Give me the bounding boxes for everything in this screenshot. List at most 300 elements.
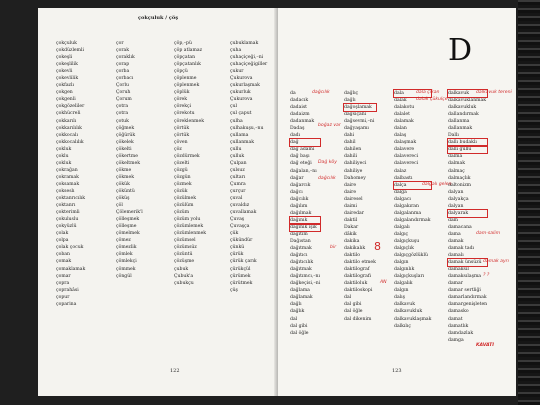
dictionary-entry: çöpçatanlık <box>174 62 201 68</box>
dictionary-entry: çömmek <box>116 266 136 272</box>
dictionary-entry: dal dikenim <box>344 316 372 322</box>
dictionary-entry: dalmaç <box>448 168 465 174</box>
dictionary-entry: dalgın <box>394 260 409 266</box>
dictionary-entry: dalkavuklaşmak <box>394 316 432 322</box>
dictionary-entry: damaksıl <box>448 267 469 273</box>
annotation-dagcilik: dağcılık <box>312 90 330 95</box>
dictionary-entry: çöğmek <box>116 125 135 131</box>
dictionary-entry: dahili <box>344 154 358 160</box>
section-letter: D <box>447 33 472 68</box>
dictionary-entry: dakikalık <box>344 246 366 252</box>
dictionary-entry: dalmak <box>448 161 466 167</box>
dictionary-entry: çökeltmek <box>116 160 141 166</box>
dictionary-entry: çözüm yolu <box>174 217 201 223</box>
dictionary-entry: çölleşme <box>116 224 137 230</box>
dictionary-entry: çürümek <box>230 273 251 279</box>
dictionary-entry: çotra <box>116 111 129 117</box>
dictionary-entry: dalgakıran <box>394 203 419 209</box>
dictionary-entry: damga <box>448 337 464 343</box>
dictionary-entry: çomak <box>56 259 72 265</box>
dictionary-entry: dalma <box>448 154 463 160</box>
dictionary-entry: Çulpan <box>230 160 247 166</box>
dictionary-entry: dağkeçisi,–ni <box>290 281 321 287</box>
dictionary-entry: çokçuluk <box>56 41 77 46</box>
dictionary-entry: dağyaşamı <box>344 126 369 132</box>
dictionary-entry: dalış <box>394 295 405 301</box>
dictionary-entry: çokdüzlemli <box>56 48 84 54</box>
dictionary-entry: damatlık <box>448 323 469 329</box>
dictionary-entry: çökme <box>116 167 132 173</box>
dictionary-entry: dalbastı <box>394 175 413 181</box>
dictionary-entry: daktilo etmek <box>344 260 376 266</box>
dictionary-entry: dağıtıcılık <box>290 260 314 266</box>
dictionary-entry: dalgıçlık <box>394 246 414 252</box>
dictionary-entry: dal <box>290 316 298 322</box>
dictionary-entry: çulluk <box>230 153 245 159</box>
dictionary-entry: çömezlik <box>116 245 137 251</box>
annotation-dam: dam-salim <box>476 231 501 236</box>
dictionary-entry: damat <box>448 316 463 322</box>
dictionary-entry: çözülmek <box>174 196 197 202</box>
dictionary-entry: Dağıstan <box>290 238 311 244</box>
dictionary-entry: dalan <box>394 126 407 132</box>
dictionary-entry: çoban <box>56 252 70 258</box>
dictionary-entry: dalkılıç <box>394 323 411 329</box>
dictionary-entry: dağar <box>290 175 304 181</box>
annotation-bir: bir <box>330 245 337 250</box>
dictionary-entry: çömlek <box>116 252 133 258</box>
dictionary-entry: daktil <box>344 217 358 223</box>
dictionary-entry: dağlıç <box>344 91 359 96</box>
dictionary-entry: dadı <box>290 133 301 139</box>
dictionary-entry: dalalet <box>394 112 410 118</box>
dictionary-entry: dairesel <box>344 196 363 202</box>
dictionary-entry: dalaşmak <box>394 140 417 146</box>
dictionary-entry: çokluk <box>56 146 72 152</box>
dictionary-entry: çultarı <box>230 174 246 180</box>
dictionary-entry: çubukçu <box>174 280 194 286</box>
dictionary-entry: damak ünsüzü <box>448 259 487 266</box>
dictionary-entry: çürütmek <box>230 280 253 286</box>
dictionary-entry: dalavereci <box>394 154 419 160</box>
dictionary-entry: dalgacı <box>394 196 411 202</box>
dictionary-entry: dağınık <box>290 217 320 224</box>
dictionary-entry: Çukurova <box>230 97 253 103</box>
dictionary-entry: çölleşmek <box>116 217 140 223</box>
dictionary-entry: çözmek <box>174 181 192 187</box>
dictionary-entry: çörtük <box>174 125 190 131</box>
dictionary-entry: dalgıç <box>394 231 409 237</box>
dictionary-entry: damdazlak <box>448 330 474 336</box>
annotation-dalgali: dalgalı gelen <box>422 182 452 187</box>
dictionary-entry: çöreklenmek <box>174 118 205 124</box>
dictionary-entry: dalgıçkuşu <box>394 238 420 244</box>
dictionary-entry: damarlandırmak <box>448 295 487 301</box>
dictionary-entry: çükündür <box>230 238 253 244</box>
dictionary-entry: dal gibi <box>344 302 362 308</box>
dictionary-entry: çürük çarık <box>230 259 257 265</box>
dictionary-entry: çuha <box>230 48 242 54</box>
dictionary-entry: dağıtıcı <box>290 253 308 259</box>
dictionary-entry: dallanmak <box>448 126 473 132</box>
dictionary-entry: dahiliyeci <box>344 161 367 167</box>
dictionary-entry: çöküş <box>116 196 130 202</box>
page-number-left: 122 <box>170 368 180 374</box>
dictionary-entry: Çuvaşça <box>230 224 250 230</box>
dictionary-entry: çoprahâsi <box>56 287 79 293</box>
dictionary-entry: çukurluk <box>230 90 251 96</box>
dictionary-entry: çokevli <box>56 69 73 75</box>
dictionary-entry: dahiliye <box>344 168 363 174</box>
right-column-3 <box>394 90 431 330</box>
dictionary-entry: damargenişleten <box>448 302 488 308</box>
dictionary-entry: dağlamak <box>290 295 313 301</box>
dictionary-entry: çözdürmek <box>174 153 200 159</box>
dictionary-entry: damaksılaşma <box>448 274 482 280</box>
dictionary-entry: dağsevmi,–ni <box>344 119 375 125</box>
dictionary-entry: Çuvaş <box>230 217 245 223</box>
dictionary-entry: çotuk <box>116 118 129 124</box>
annotation-dala: dala çıkan <box>416 90 440 95</box>
dictionary-entry: damak <box>448 238 464 244</box>
dictionary-entry: çözgün <box>174 174 191 180</box>
dictionary-entry: çurçur <box>230 188 246 194</box>
dictionary-entry: damar sertliği <box>448 288 481 294</box>
dictionary-entry: Çoruh <box>116 90 131 96</box>
dictionary-entry: dakika <box>344 238 360 244</box>
dictionary-entry: çomaklamak <box>56 266 86 272</box>
dictionary-entry: dal öğle <box>344 309 363 315</box>
dictionary-entry: daktilo <box>344 253 361 259</box>
dictionary-entry: çullanmak <box>230 139 255 145</box>
dictionary-entry: dal öğle <box>290 330 309 336</box>
dictionary-entry: çorap <box>116 62 130 68</box>
dictionary-entry: çoktanrı <box>56 203 76 209</box>
dictionary-entry: daktiloluk <box>344 281 368 287</box>
dictionary-entry: Çorlu <box>116 83 129 89</box>
dictionary-entry: dalgalık <box>394 281 413 287</box>
dictionary-entry: çözelti <box>174 160 190 166</box>
annotation-bog: boğaz var <box>318 123 341 128</box>
dictionary-entry: çorak <box>116 48 130 54</box>
dictionary-entry: dalak <box>394 98 407 104</box>
dictionary-entry: dağınık ışık <box>290 224 320 231</box>
dictionary-entry: dalkavuk <box>448 90 487 97</box>
dictionary-entry: çokkocalı <box>56 132 78 138</box>
dictionary-entry: dağılım <box>290 203 308 209</box>
dictionary-entry: damar <box>448 281 463 287</box>
dictionary-entry: Dahomey <box>344 175 366 181</box>
dictionary-entry: çorbacı <box>116 76 134 82</box>
dictionary-entry: çöp atlamaz <box>174 48 203 54</box>
dictionary-entry: dağlık <box>290 309 305 315</box>
dictionary-entry: çörtük <box>174 132 190 138</box>
dictionary-entry: çokeşli <box>56 55 73 61</box>
dictionary-entry: çubuk <box>174 266 189 272</box>
dictionary-entry: daktilograf <box>344 267 370 273</box>
annotation-damak: damak ayrı <box>483 259 509 264</box>
dictionary-entry: çokramak <box>56 174 79 180</box>
dictionary-entry: çul <box>230 104 238 110</box>
dictionary-entry: Çorum <box>116 97 132 103</box>
dictionary-entry: çöplük <box>174 90 190 96</box>
dictionary-entry: dağlı <box>290 302 302 308</box>
dictionary-entry: dalaş <box>394 133 407 139</box>
dictionary-entry: çorba <box>116 69 130 75</box>
dictionary-entry: çöngül <box>116 273 132 279</box>
dictionary-entry: çöplenmek <box>174 83 200 89</box>
dictionary-entry: çokfazlı <box>56 83 74 89</box>
dictionary-entry: çuvaldız <box>230 203 250 209</box>
dictionary-entry: daire <box>344 189 357 195</box>
dictionary-entry: dalkavuklanmak <box>448 98 487 104</box>
dictionary-entry: dağcı <box>290 189 303 195</box>
dictionary-entry: dağlama <box>290 288 310 294</box>
dictionary-entry: çöven <box>174 139 188 145</box>
dictionary-entry: dağalan,–nı <box>290 168 317 174</box>
dictionary-entry: çökelti <box>116 146 132 152</box>
dictionary-entry: çullu <box>230 146 242 152</box>
dictionary-entry: daltonizm <box>448 182 471 188</box>
dictionary-entry: çöküntü <box>116 188 135 194</box>
dictionary-entry: çömez <box>116 238 131 244</box>
dictionary-entry: çöplenme <box>174 76 197 82</box>
dictionary-entry: çürükçül <box>230 266 251 272</box>
dictionary-entry: çözümlenmek <box>174 231 207 237</box>
dictionary-entry: çubuklamak <box>230 41 259 46</box>
dictionary-entry: dağsıçanı <box>344 112 367 118</box>
dictionary-entry: çökelek <box>116 139 134 145</box>
annotation-dagistan: Dağ köy <box>318 160 337 165</box>
dictionary-entry: çokyüzlü <box>56 224 77 230</box>
dictionary-entry: dağılmak <box>290 210 312 216</box>
dictionary-entry: dağ <box>290 139 320 146</box>
left-page <box>38 8 278 396</box>
dictionary-entry: damacana <box>448 224 472 230</box>
dictionary-entry: dâkik <box>344 231 357 237</box>
dictionary-entry: Dallı <box>448 133 459 139</box>
dictionary-entry: dalkavuk <box>394 302 416 308</box>
dictionary-entry: dalaz <box>394 168 407 174</box>
dictionary-entry: daire <box>344 182 357 188</box>
dictionary-entry: dalakotu <box>394 105 415 111</box>
dictionary-entry: dalgalanma <box>394 210 422 216</box>
dictionary-entry: Dakar <box>344 224 359 230</box>
dictionary-entry: çöp,–pü <box>174 41 192 46</box>
dictionary-entry: çoklu <box>56 153 69 159</box>
dictionary-entry: çözüşme <box>174 259 195 265</box>
dictionary-entry: çöpçatan <box>174 55 196 61</box>
dictionary-entry: daimi <box>344 203 357 209</box>
dictionary-entry: çokluk <box>56 160 72 166</box>
dictionary-entry: çopra <box>56 280 70 286</box>
dictionary-entry: çoksamak <box>56 181 80 187</box>
left-column-3 <box>174 40 206 287</box>
dictionary-entry: çulhakuşu,–nu <box>230 125 264 131</box>
dictionary-entry: çömlekçi <box>116 259 137 265</box>
dictionary-entry: çokeşlilik <box>56 62 78 68</box>
dictionary-entry: dağoşlamak <box>344 104 376 111</box>
dictionary-entry: çulsuz <box>230 167 245 173</box>
right-column-1 <box>290 90 320 337</box>
dictionary-entry: dağ adamı <box>290 147 315 153</box>
dictionary-entry: çuvallamak <box>230 210 257 216</box>
left-column-1 <box>56 40 85 308</box>
dictionary-entry: dahi <box>344 133 355 139</box>
dictionary-entry: dalyan <box>448 189 464 195</box>
dictionary-entry: çolak çocuk <box>56 245 84 251</box>
dictionary-entry: dağcılık <box>290 196 309 202</box>
dictionary-entry: Çölemerik'l <box>116 210 143 216</box>
dictionary-entry: dairedar <box>344 210 364 216</box>
dictionary-entry: Çubuk'a <box>174 273 194 279</box>
dictionary-entry: çokhücreli <box>56 111 81 117</box>
dictionary-entry: çolak <box>56 231 69 237</box>
dictionary-entry: çokkocalılık <box>56 139 84 145</box>
dictionary-entry: çözümsel <box>174 238 196 244</box>
dictionary-entry: çuval <box>230 196 243 202</box>
dictionary-entry: çor <box>116 41 124 46</box>
dictionary-entry: dalgalı <box>394 224 410 230</box>
dictionary-entry: dala <box>394 90 431 97</box>
dictionary-entry: dalamak <box>394 119 414 125</box>
dictionary-entry: çömelmek <box>116 231 140 237</box>
dictionary-entry: dağıtmak <box>290 267 312 273</box>
dictionary-entry: daktilografi <box>344 274 371 280</box>
dictionary-entry: çöpçü <box>174 69 188 75</box>
dictionary-entry: çoktanrıcılık <box>56 196 86 202</box>
dictionary-entry: çokgenli <box>56 97 76 103</box>
dictionary-entry: dalgınlık <box>394 267 415 273</box>
dictionary-entry: çözümlemek <box>174 224 204 230</box>
dictionary-entry: dal gibi <box>290 323 308 329</box>
dictionary-entry: daktiloskopi <box>344 288 373 294</box>
dictionary-entry: damalı <box>448 253 464 259</box>
dictionary-entry: çözgü <box>174 167 188 173</box>
dictionary-entry: dahil <box>344 140 356 146</box>
dictionary-entry: dağ eteği <box>290 161 312 167</box>
dictionary-entry: dallandırmak <box>448 112 479 118</box>
dictionary-entry: dalça <box>394 182 431 189</box>
annotation-dalak: dalak çükulçe <box>416 97 448 102</box>
dictionary-entry: çökük <box>116 181 130 187</box>
dictionary-entry: çüş <box>230 287 238 293</box>
dictionary-entry: dalgın <box>394 288 409 294</box>
dictionary-entry: Çumra <box>230 181 246 187</box>
dictionary-entry: çökmek <box>116 174 134 180</box>
left-column-4 <box>230 40 267 294</box>
dictionary-entry: çözümsüz <box>174 245 197 251</box>
dictionary-entry: çoparina <box>56 301 77 307</box>
dictionary-entry: çoraklık <box>116 55 135 61</box>
dictionary-entry: dama <box>448 231 461 237</box>
dictionary-entry: çörekotu <box>174 111 195 117</box>
dictionary-entry: dallı budaklı <box>448 139 487 146</box>
dictionary-entry: dağıtım <box>290 231 308 237</box>
annotation-dalkavuk: dalkavuk tereni <box>476 90 512 95</box>
dictionary-entry: Çukurova <box>230 76 253 82</box>
dictionary-entry: çöğürük <box>116 132 136 138</box>
dictionary-entry: çukur <box>230 69 244 75</box>
dictionary-entry: çolpa <box>56 238 69 244</box>
dictionary-entry: dadaist <box>290 105 308 111</box>
dictionary-entry: çörekçi <box>174 104 192 110</box>
dictionary-entry: çük <box>230 231 239 237</box>
dictionary-entry: Dadaş <box>290 126 305 132</box>
annotation-dagcilik-mark: dağcılık <box>318 176 336 181</box>
dictionary-entry: dağ başı <box>290 154 310 160</box>
right-page <box>278 8 516 396</box>
dictionary-entry: çokuluslu <box>56 217 79 223</box>
page-number-right: 123 <box>392 368 402 374</box>
annotation-number-8: 8 <box>374 240 381 253</box>
dictionary-entry: çul çaput <box>230 111 252 117</box>
dictionary-entry: çotra <box>116 104 129 110</box>
dictionary-entry: dalkavukluk <box>448 105 477 111</box>
dictionary-entry: dalga <box>394 189 407 195</box>
dictionary-entry: çürük <box>230 252 244 258</box>
dictionary-entry: çokgözeliler <box>56 104 85 110</box>
dictionary-entry: çökertme <box>116 153 138 159</box>
dictionary-entry: dallanma <box>448 119 470 125</box>
dictionary-entry: çokkarılılık <box>56 125 82 131</box>
dictionary-entry: dalavere <box>394 147 415 153</box>
dictionary-entry: çokseslı <box>56 188 75 194</box>
dictionary-entry: çöl <box>116 203 123 209</box>
dictionary-entry: dam <box>448 217 459 223</box>
dictionary-entry: dadaizm <box>290 112 310 118</box>
dictionary-entry: çuhaçiçeği,–ni <box>230 55 264 61</box>
dictionary-entry: dağıtımcı,–nı <box>290 274 320 280</box>
dictionary-entry: damasko <box>448 309 469 315</box>
dictionary-entry: çulha <box>230 118 243 124</box>
dictionary-entry: çuhaçiçeğigiller <box>230 62 268 68</box>
annotation-kavati: KAVATI <box>476 343 495 348</box>
dictionary-entry: dağarcık <box>290 182 311 188</box>
dictionary-entry: dalmaçlık <box>448 175 471 181</box>
right-column-2 <box>344 90 376 323</box>
dictionary-entry: çözük <box>174 188 188 194</box>
dictionary-entry: dallı güllü <box>448 146 487 153</box>
dictionary-entry: dal <box>344 295 352 301</box>
dictionary-entry: dağıtmak <box>290 246 312 252</box>
dictionary-entry: çözüntü <box>174 252 193 258</box>
dictionary-entry: çomar <box>56 273 71 279</box>
dictionary-entry: çözüm <box>174 210 190 216</box>
dictionary-entry: dalgalandırmak <box>394 217 431 223</box>
dictionary-entry: çözülüm <box>174 203 194 209</box>
dictionary-entry: dalavereci <box>394 161 419 167</box>
dictionary-entry: dadanmak <box>290 119 315 125</box>
dictionary-entry: çöz <box>174 146 182 152</box>
annotation-an: AN <box>380 280 387 285</box>
dictionary-entry: dalyarak <box>448 210 487 217</box>
dictionary-entry: dadacık <box>290 98 309 104</box>
left-column-2 <box>116 40 143 280</box>
annotation-qq: ? ? <box>483 273 490 278</box>
dictionary-entry: da <box>290 91 296 96</box>
dictionary-entry: çukurlaşmak <box>230 83 260 89</box>
running-head: çokçuluk / çöş <box>137 15 179 21</box>
dictionary-entry: dalgıçkuşları <box>394 274 425 280</box>
dictionary-entry: çokrağan <box>56 167 78 173</box>
dictionary-entry: dalyan <box>448 203 464 209</box>
dictionary-entry: çokgen <box>56 90 73 96</box>
dictionary-entry: dalgıçgözlüklü <box>394 253 428 259</box>
dictionary-entry: dalkavukluk <box>394 309 423 315</box>
dictionary-entry: dahilen <box>344 147 362 153</box>
dictionary-entry: çokkarılı <box>56 118 77 124</box>
